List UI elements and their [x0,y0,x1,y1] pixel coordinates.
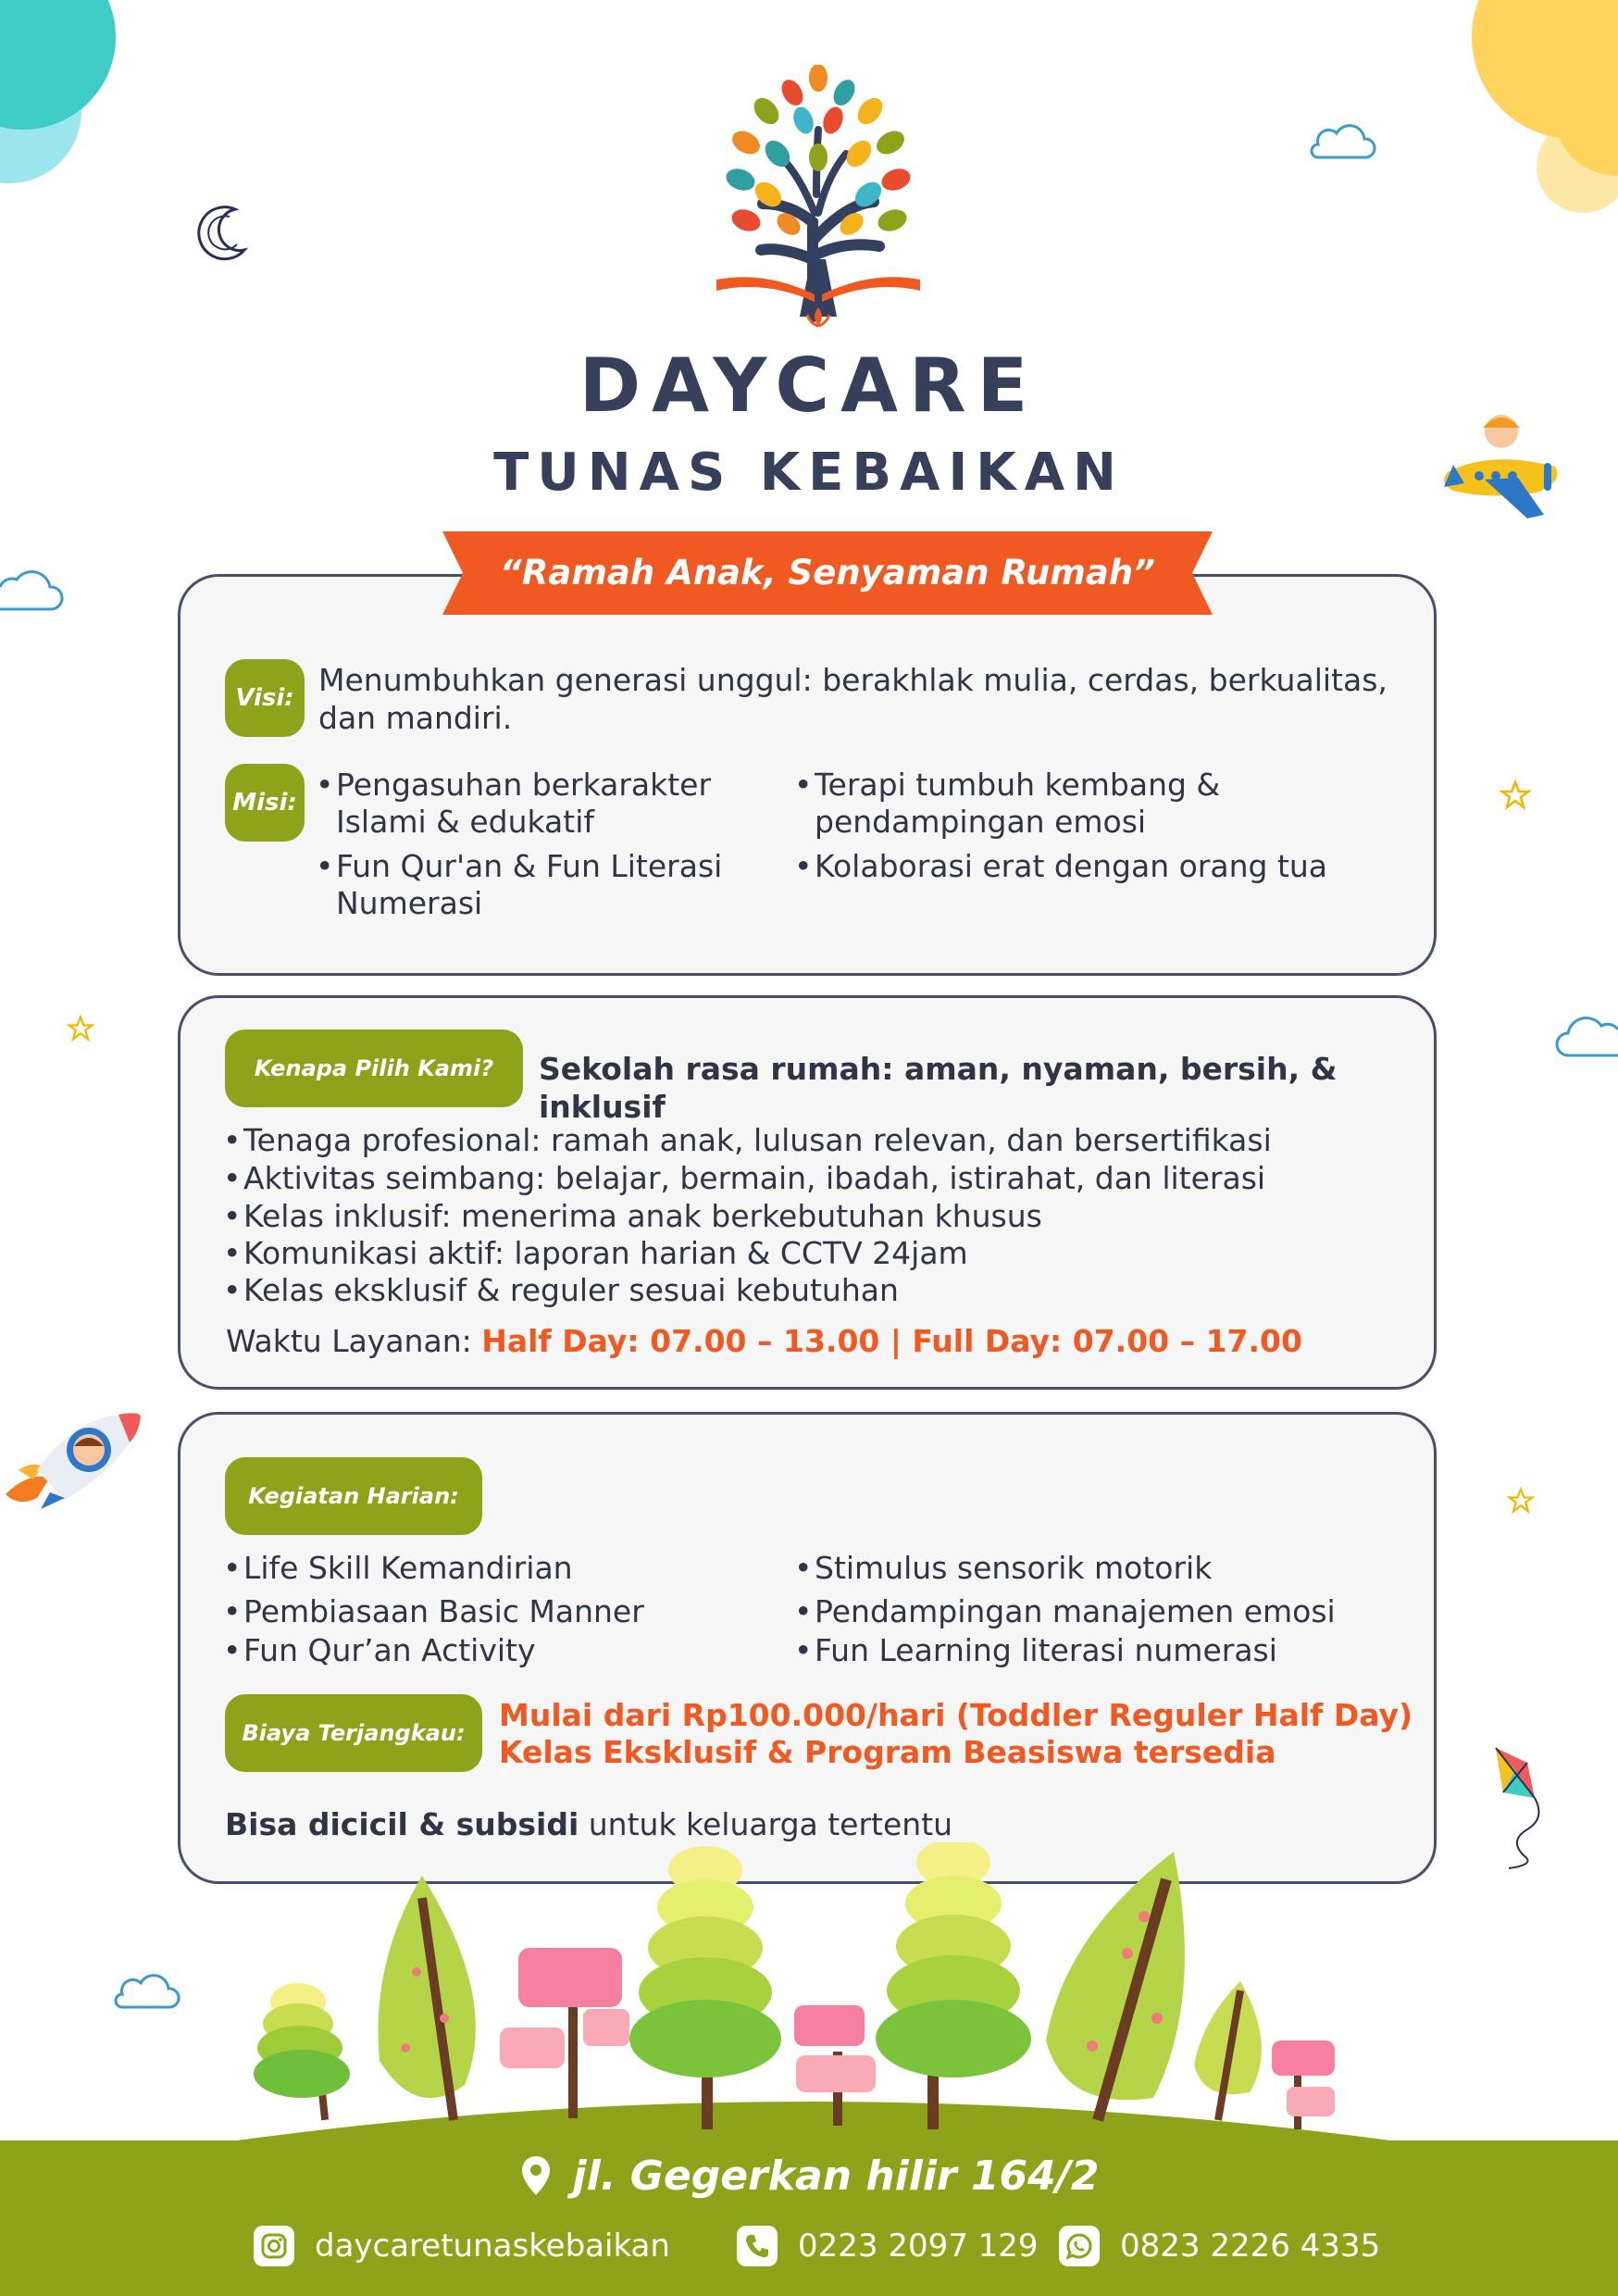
misi-label: Misi: [225,764,305,842]
instagram-icon [254,2226,294,2266]
service-hours-label: Waktu Layanan: [226,1323,472,1359]
why-item: • Kelas eksklusif & reguler sesuai kebutuhan [223,1272,1410,1309]
misi-item: • Kolaborasi erat dengan orang tua [794,848,1407,885]
why-item: • Aktivitas seimbang: belajar, bermain, ibadah, istirahat, dan literasi [223,1160,1410,1197]
cloud-icon [1307,120,1377,163]
phone-number: 0223 2097 129 [798,2227,1039,2265]
why-item: • Komunikasi aktif: laporan harian & CCTV 24jam [223,1235,1410,1272]
cost-line-1: Mulai dari Rp100.000/hari (Toddler Reguler Half Day) [499,1697,1413,1733]
activity-item: • Life Skill Kemandirian [223,1550,799,1587]
visi-label: Visi: [225,659,305,737]
visi-text: Menumbuhkan generasi unggul: berakhlak mulia, cerdas, berkualitas, dan mandiri. [318,662,1388,736]
cloud-icon [0,559,65,615]
trees-illustration [0,1842,1618,2148]
cost-note-bold: Bisa dicicil & subsidi [225,1806,579,1842]
whatsapp-contact[interactable] [1059,2220,1380,2272]
activities-label: Kegiatan Harian: [225,1457,482,1535]
why-item: • Kelas inklusif: menerima anak berkebutuhan khusus [223,1198,1410,1235]
activity-item: • Fun Learning literasi numerasi [794,1632,1407,1669]
misi-item: • Terapi tumbuh kembang & pendampingan emosi [794,767,1296,841]
phone-icon [737,2226,778,2266]
location-pin-icon [519,2154,553,2197]
address [0,2148,1618,2203]
cloud-icon [1555,1005,1618,1063]
service-hours [226,1322,1420,1360]
misi-item: • Pengasuhan berkarakter Islami & edukatif [316,767,771,841]
whatsapp-number: 0823 2226 4335 [1120,2227,1381,2265]
star-icon [1500,780,1531,811]
why-item: • Tenaga profesional: ramah anak, lulusan relevan, dan bersertifikasi [223,1122,1410,1159]
activity-item: • Fun Qur’an Activity [223,1632,799,1669]
activity-item: • Pendampingan manajemen emosi [794,1593,1407,1630]
address-text: jl. Gegerkan hilir 164/2 [572,2152,1100,2200]
star-icon [67,1015,94,1042]
service-hours-value: Half Day: 07.00 – 13.00 | Full Day: 07.00 – 17.00 [481,1323,1302,1359]
why-headline: Sekolah rasa rumah: aman, nyaman, bersih, & inklusif [539,1051,1338,1125]
cost-label: Biaya Terjangkau: [225,1694,482,1772]
cost-line-2: Kelas Eksklusif & Program Beasiswa tersedia [499,1734,1276,1770]
misi-item: • Fun Qur'an & Fun Literasi Numerasi [316,848,771,922]
brand-title: DAYCARE [579,343,1039,429]
whatsapp-icon [1059,2226,1100,2266]
cost-note [225,1805,1336,1843]
tagline-banner [442,531,1213,615]
corner-blob-teal [0,0,120,213]
logo-tree-book [707,65,929,333]
cost-note-rest: untuk keluarga tertentu [579,1806,953,1842]
brand-subtitle: TUNAS KEBAIKAN [493,443,1125,503]
star-icon [1507,1487,1535,1515]
activity-item: • Stimulus sensorik motorik [794,1550,1407,1587]
phone-contact[interactable] [737,2220,1039,2272]
tagline-text: “Ramah Anak, Senyaman Rumah” [500,553,1155,593]
instagram-handle: daycaretunaskebaikan [315,2227,670,2265]
rocket-illustration [0,1405,144,1515]
activity-item: • Pembiasaan Basic Manner [223,1593,799,1630]
why-label: Kenapa Pilih Kami? [225,1029,523,1107]
moon-icon [185,196,255,267]
corner-blob-yellow [1462,0,1618,222]
instagram-contact[interactable] [254,2220,670,2272]
